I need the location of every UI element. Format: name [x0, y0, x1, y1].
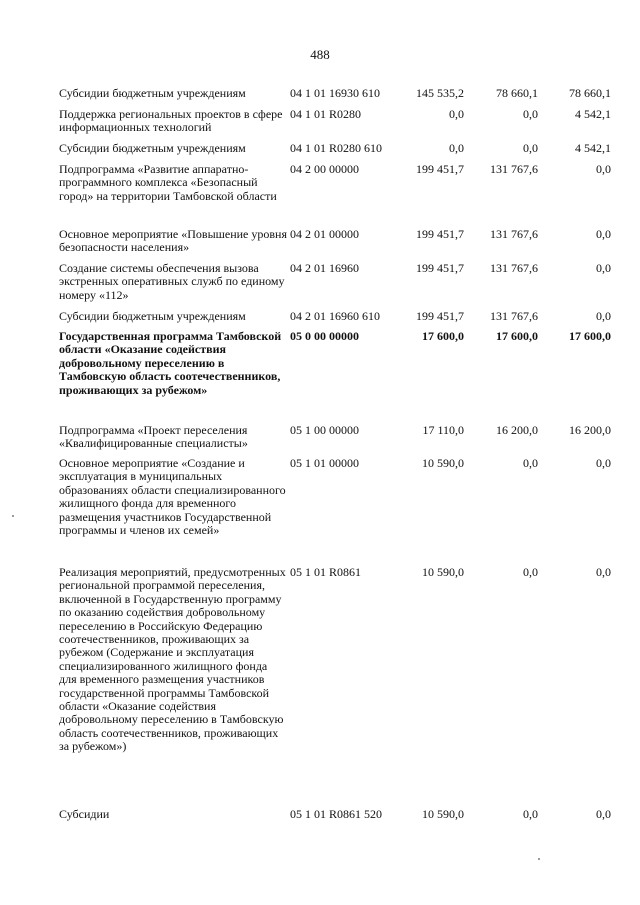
row-value-1: 10 590,0 — [422, 565, 464, 579]
row-value-3: 0,0 — [596, 227, 611, 241]
row-value-1: 10 590,0 — [422, 456, 464, 470]
row-value-2: 131 767,6 — [490, 309, 538, 323]
row-name: Субсидии бюджетным учреждениям — [59, 86, 246, 100]
row-value-3: 0,0 — [596, 261, 611, 275]
row-value-3: 4 542,1 — [575, 107, 611, 121]
row-value-3: 0,0 — [596, 162, 611, 176]
row-code: 05 1 01 R0861 520 — [290, 807, 383, 821]
row-code: 05 1 01 00000 — [290, 456, 359, 470]
row-value-2: 0,0 — [523, 807, 538, 821]
row-value-1: 199 451,7 — [416, 162, 464, 176]
row-name: Поддержка региональных проектов в сфере информационных технологий — [59, 107, 283, 135]
row-name: Субсидии бюджетным учреждениям — [59, 141, 246, 155]
row-code: 04 2 01 16960 610 — [290, 309, 380, 323]
row-code: 04 2 00 00000 — [290, 162, 359, 176]
scan-speck — [12, 515, 14, 517]
row-value-2: 0,0 — [523, 456, 538, 470]
scan-speck — [538, 858, 540, 860]
row-code: 04 1 01 R0280 — [290, 107, 362, 121]
row-value-1: 199 451,7 — [416, 309, 464, 323]
row-value-2: 0,0 — [523, 141, 538, 155]
row-value-2: 16 200,0 — [496, 423, 538, 437]
row-value-1: 17 600,0 — [422, 329, 464, 343]
row-value-2: 131 767,6 — [490, 227, 538, 241]
row-name: Подпрограмма «Проект переселения «Квалифицированные специалисты» — [59, 423, 248, 451]
row-value-2: 0,0 — [523, 107, 538, 121]
row-value-1: 10 590,0 — [422, 807, 464, 821]
row-code: 04 1 01 16930 610 — [290, 86, 380, 100]
row-value-3: 4 542,1 — [575, 141, 611, 155]
row-value-1: 199 451,7 — [416, 261, 464, 275]
row-value-1: 145 535,2 — [416, 86, 464, 100]
row-value-3: 0,0 — [596, 807, 611, 821]
row-name: Создание системы обеспечения вызова экстренных оперативных служб по единому номеру «112» — [59, 261, 285, 302]
row-name: Субсидии бюджетным учреждениям — [59, 309, 246, 323]
row-value-2: 131 767,6 — [490, 162, 538, 176]
row-value-1: 0,0 — [449, 141, 464, 155]
row-name: Реализация мероприятий, предусмотренных региональной программой переселения, включенной в Государственную программу по оказанию содействия добровольному переселению в Российскую Федерацию соотечественников, проживающих за рубежом (Содержание и эксплуатация специализированного жилищного фонда для временного размещения участников государственной программы Тамбовской области «Оказание содействия добровольному переселению в Тамбовскую область соотечественников, проживающих за рубежом») — [59, 565, 286, 754]
row-code: 04 2 01 16960 — [290, 261, 359, 275]
row-value-3: 78 660,1 — [569, 86, 611, 100]
row-value-1: 0,0 — [449, 107, 464, 121]
row-value-2: 78 660,1 — [496, 86, 538, 100]
row-value-2: 17 600,0 — [496, 329, 538, 343]
row-value-3: 0,0 — [596, 309, 611, 323]
row-name: Государственная программа Тамбовской области «Оказание содействия добровольному переселению в Тамбовскую область соотечественников, проживающих за рубежом» — [59, 329, 282, 397]
row-name: Субсидии — [59, 807, 110, 821]
row-value-2: 0,0 — [523, 565, 538, 579]
row-value-3: 0,0 — [596, 456, 611, 470]
row-value-1: 17 110,0 — [422, 423, 464, 437]
row-value-2: 131 767,6 — [490, 261, 538, 275]
row-value-3: 17 600,0 — [569, 329, 611, 343]
row-code: 04 2 01 00000 — [290, 227, 359, 241]
row-name: Подпрограмма «Развитие аппаратно-программного комплекса «Безопасный город» на территории Тамбовской области — [59, 162, 277, 203]
row-value-3: 16 200,0 — [569, 423, 611, 437]
row-name: Основное мероприятие «Создание и эксплуатация в муниципальных образованиях области специализированного жилищного фонда для временного размещения участников Государственной программы и членов их семей» — [59, 456, 286, 538]
page-number: 488 — [310, 47, 330, 62]
row-value-3: 0,0 — [596, 565, 611, 579]
row-code: 05 0 00 00000 — [290, 329, 359, 343]
row-code: 05 1 01 R0861 — [290, 565, 362, 579]
row-code: 05 1 00 00000 — [290, 423, 359, 437]
row-value-1: 199 451,7 — [416, 227, 464, 241]
row-code: 04 1 01 R0280 610 — [290, 141, 383, 155]
row-name: Основное мероприятие «Повышение уровня безопасности населения» — [59, 227, 287, 255]
